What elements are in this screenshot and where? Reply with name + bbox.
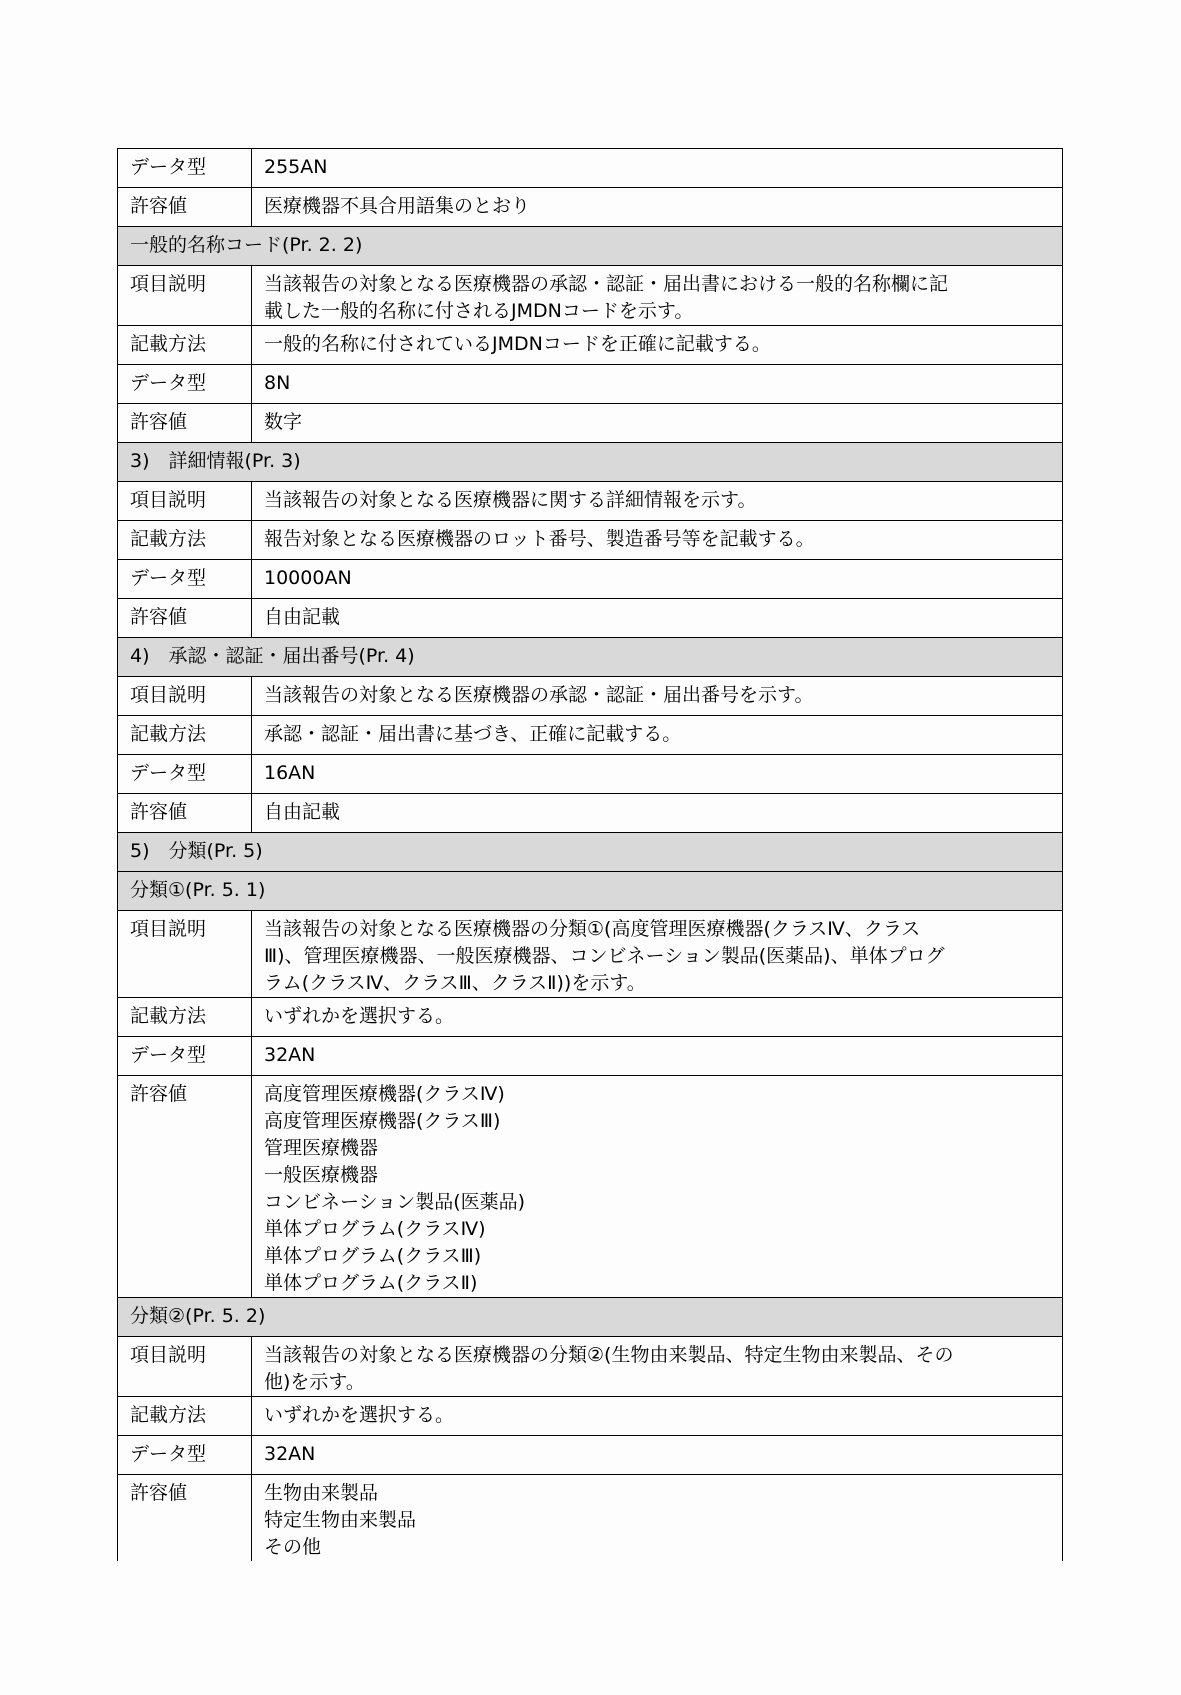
- field-label: 許容値: [118, 794, 252, 833]
- field-row: [118, 599, 1063, 638]
- section-title: 一般的名称コード(Pr. 2. 2): [118, 227, 1063, 266]
- field-label: 項目説明: [118, 266, 252, 326]
- section-header-row: [118, 638, 1063, 677]
- field-label: 記載方法: [118, 326, 252, 365]
- field-row: [118, 365, 1063, 404]
- field-label: 許容値: [118, 404, 252, 443]
- field-value: [252, 599, 1063, 638]
- value-line: 高度管理医療機器(クラスⅢ): [264, 1110, 501, 1132]
- value-line: 32AN: [264, 1044, 316, 1066]
- field-label: 許容値: [118, 1076, 252, 1298]
- field-label: データ型: [118, 365, 252, 404]
- value-line: 数字: [264, 411, 303, 433]
- field-row: [118, 1475, 1063, 1562]
- value-line: 255AN: [264, 156, 328, 178]
- field-row: [118, 677, 1063, 716]
- field-value: [252, 1475, 1063, 1562]
- field-value: [252, 482, 1063, 521]
- field-label: 記載方法: [118, 716, 252, 755]
- value-line: 当該報告の対象となる医療機器の承認・認証・届出番号を示す。: [264, 684, 814, 706]
- field-value: [252, 794, 1063, 833]
- section-title: 4) 承認・認証・届出番号(Pr. 4): [118, 638, 1063, 677]
- field-value: [252, 755, 1063, 794]
- field-label: データ型: [118, 1037, 252, 1076]
- field-value: [252, 1076, 1063, 1298]
- section-header-row: [118, 833, 1063, 872]
- section-header-row: [118, 227, 1063, 266]
- field-row: [118, 716, 1063, 755]
- section-header-row: [118, 443, 1063, 482]
- field-label: 記載方法: [118, 521, 252, 560]
- value-line: 自由記載: [264, 606, 341, 628]
- value-line: 10000AN: [264, 567, 352, 589]
- section-title: 3) 詳細情報(Pr. 3): [118, 443, 1063, 482]
- field-row: [118, 755, 1063, 794]
- field-value: [252, 266, 1063, 326]
- value-line: 32AN: [264, 1443, 316, 1465]
- field-row: [118, 1397, 1063, 1436]
- value-line: 当該報告の対象となる医療機器に関する詳細情報を示す。: [264, 489, 757, 511]
- value-line: 自由記載: [264, 801, 341, 823]
- field-value: [252, 404, 1063, 443]
- field-row: [118, 911, 1063, 998]
- field-row: [118, 1037, 1063, 1076]
- value-line: 管理医療機器: [264, 1137, 379, 1159]
- value-line: コンビネーション製品(医薬品): [264, 1191, 526, 1213]
- field-label: データ型: [118, 560, 252, 599]
- value-line: 単体プログラム(クラスⅡ): [264, 1272, 478, 1294]
- field-value: [252, 1037, 1063, 1076]
- field-label: 項目説明: [118, 911, 252, 998]
- field-label: 項目説明: [118, 677, 252, 716]
- value-line: ラム(クラスⅣ、クラスⅢ、クラスⅡ))を示す。: [264, 972, 646, 994]
- specification-table: [117, 148, 1063, 1561]
- field-label: 許容値: [118, 188, 252, 227]
- value-line: 載した一般的名称に付されるJMDNコードを示す。: [264, 300, 694, 322]
- value-line: 当該報告の対象となる医療機器の承認・認証・届出書における一般的名称欄に記: [264, 273, 949, 295]
- field-label: データ型: [118, 149, 252, 188]
- value-line: 当該報告の対象となる医療機器の分類②(生物由来製品、特定生物由来製品、その: [264, 1344, 954, 1366]
- field-row: [118, 1076, 1063, 1298]
- field-row: [118, 1337, 1063, 1397]
- section-title: 分類①(Pr. 5. 1): [118, 872, 1063, 911]
- value-line: 一般的名称に付されているJMDNコードを正確に記載する。: [264, 333, 771, 355]
- value-line: 承認・認証・届出書に基づき、正確に記載する。: [264, 723, 682, 745]
- field-label: データ型: [118, 1436, 252, 1475]
- value-line: いずれかを選択する。: [264, 1005, 455, 1027]
- field-value: [252, 521, 1063, 560]
- value-line: 一般医療機器: [264, 1164, 379, 1186]
- section-header-row: [118, 872, 1063, 911]
- field-row: [118, 560, 1063, 599]
- field-row: [118, 998, 1063, 1037]
- field-row: [118, 188, 1063, 227]
- value-line: 報告対象となる医療機器のロット番号、製造番号等を記載する。: [264, 528, 815, 550]
- field-row: [118, 521, 1063, 560]
- field-row: [118, 326, 1063, 365]
- field-value: [252, 365, 1063, 404]
- field-value: [252, 677, 1063, 716]
- field-value: [252, 1436, 1063, 1475]
- field-row: [118, 482, 1063, 521]
- field-label: 記載方法: [118, 1397, 252, 1436]
- value-line: 生物由来製品: [264, 1482, 379, 1504]
- value-line: Ⅲ)、管理医療機器、一般医療機器、コンビネーション製品(医薬品)、単体プログ: [264, 945, 945, 967]
- section-header-row: [118, 1298, 1063, 1337]
- field-value: [252, 911, 1063, 998]
- field-label: 許容値: [118, 599, 252, 638]
- field-value: [252, 1337, 1063, 1397]
- field-value: [252, 149, 1063, 188]
- field-label: データ型: [118, 755, 252, 794]
- field-row: [118, 794, 1063, 833]
- section-title: 5) 分類(Pr. 5): [118, 833, 1063, 872]
- field-row: [118, 404, 1063, 443]
- field-value: [252, 998, 1063, 1037]
- value-line: 特定生物由来製品: [264, 1509, 417, 1531]
- field-value: [252, 716, 1063, 755]
- field-row: [118, 149, 1063, 188]
- value-line: 単体プログラム(クラスⅣ): [264, 1218, 486, 1240]
- field-value: [252, 1397, 1063, 1436]
- field-label: 項目説明: [118, 482, 252, 521]
- value-line: 他)を示す。: [264, 1371, 365, 1393]
- value-line: 医療機器不具合用語集のとおり: [264, 195, 531, 217]
- field-row: [118, 1436, 1063, 1475]
- section-title: 分類②(Pr. 5. 2): [118, 1298, 1063, 1337]
- value-line: 単体プログラム(クラスⅢ): [264, 1245, 482, 1267]
- field-label: 記載方法: [118, 998, 252, 1037]
- value-line: 8N: [264, 372, 291, 394]
- field-label: 許容値: [118, 1475, 252, 1562]
- value-line: 16AN: [264, 762, 316, 784]
- field-row: [118, 266, 1063, 326]
- field-value: [252, 560, 1063, 599]
- field-value: [252, 326, 1063, 365]
- field-label: 項目説明: [118, 1337, 252, 1397]
- value-line: 高度管理医療機器(クラスⅣ): [264, 1083, 505, 1105]
- field-value: [252, 188, 1063, 227]
- value-line: いずれかを選択する。: [264, 1404, 455, 1426]
- value-line: その他: [264, 1536, 322, 1558]
- value-line: 当該報告の対象となる医療機器の分類①(高度管理医療機器(クラスⅣ、クラス: [264, 918, 921, 940]
